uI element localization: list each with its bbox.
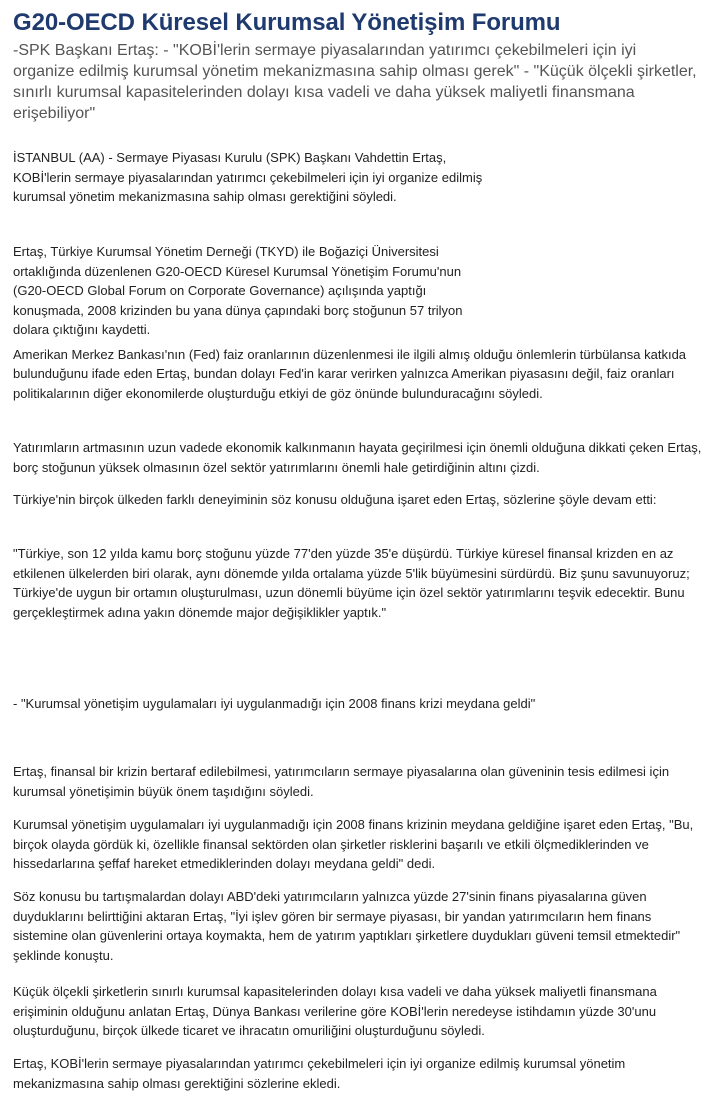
article-paragraph: Söz konusu bu tartışmalardan dolayı ABD'deki yatırımcıların yalnızca yüzde 27'sinin finans piyasalarına güven duyduklarını belirttiğini aktaran Ertaş, "İyi işlev gören bir sermaye piyasası, bir yandan yatırımcıların hem finans sistemine olan güvenlerini ortaya koymakta, hem de yatırım yaptıkları şirketlere duydukları güveni temsil etmektedir" şeklinde konuştu. (13, 889, 681, 963)
article-paragraph: Ertaş, Türkiye Kurumsal Yönetim Derneği (TKYD) ile Boğaziçi Üniversitesi ortaklığında düzenlenen G20-OECD Küresel Kurumsal Yönetişim Forumu'nun (G20-OECD Global Forum on Corporate Governance) açılışında yaptığı konuşmada, 2008 krizinden bu yana dünya çapındaki borç stoğunun 57 trilyon dolara çıktığını kaydetti. (13, 244, 463, 337)
article-paragraph: Amerikan Merkez Bankası'nın (Fed) faiz oranlarının düzenlenmesi ile ilgili almış olduğu önlemlerin türbülansa katkıda bulunduğunu ifade eden Ertaş, bundan dolayı Fed'in karar verirken yalnızca Amerikan piyasasını değil, faiz oranları politikalarının diğer ekonomilerde oluşturduğu etkiyi de göz önünde bulunduracağını söyledi. (13, 347, 687, 401)
article-paragraph: İSTANBUL (AA) - Sermaye Piyasası Kurulu (SPK) Başkanı Vahdettin Ertaş, KOBİ'lerin sermaye piyasalarından yatırımcı çekebilmeleri için iyi organize edilmiş kurumsal yönetim mekanizmasına sahip olması gerektiğini söyledi. (13, 150, 483, 204)
article-quote: "Türkiye, son 12 yılda kamu borç stoğunu yüzde 77'den yüzde 35'e düşürdü. Türkiye küresel finansal krizden en az etkilenen ülkelerden biri olarak, aynı dönemde yılda ortalama yüzde 5'lik büyümesini sürdürdü. Biz şunu savunuyoruz; Türkiye'de uygun bir ortamın oluşturulması, uzun dönemli büyüme için özel sektör yatırımlarını teşvik edecektir. Bunu gerçekleştirmek adına yakın dönemde major değişiklikler yaptık." (13, 546, 690, 620)
article-subheading: - "Kurumsal yönetişim uygulamaları iyi uygulanmadığı için 2008 finans krizi meydana geldi" (13, 696, 536, 711)
article-paragraph: Türkiye'nin birçok ülkeden farklı deneyiminin söz konusu olduğuna işaret eden Ertaş, sözlerine şöyle devam etti: (13, 492, 657, 507)
article-spot: -SPK Başkanı Ertaş: - "KOBİ'lerin sermaye piyasalarından yatırımcı çekebilmeleri için iyi organize edilmiş kurumsal yönetim mekanizmasına sahip olması gerek" - "Küçük ölçekli şirketler, sınırlı kurumsal kapasitelerinden dolayı kısa vadeli ve daha yüksek maliyetli finansmana erişebiliyor" (13, 42, 697, 122)
article-paragraph: Ertaş, KOBİ'lerin sermaye piyasalarından yatırımcı çekebilmeleri için iyi organize edilmiş kurumsal yönetim mekanizmasına sahip olması gerektiğini sözlerine ekledi. (13, 1056, 626, 1091)
article-paragraph: Ertaş, finansal bir krizin bertaraf edilebilmesi, yatırımcıların sermaye piyasalarına olan güveninin tesis edilmesi için kurumsal yönetişimin büyük önem taşıdığını söyledi. (13, 764, 670, 799)
article-paragraph: Kurumsal yönetişim uygulamaları iyi uygulanmadığı için 2008 finans krizinin meydana geldiğine işaret eden Ertaş, "Bu, birçok olayda gördük ki, özellikle finansal sektörden olan şirketler risklerini başarılı ve etkili ölçmediklerinden ve hissedarlarına şeffaf hareket etmediklerinden dolayı meydana geldi" dedi. (13, 817, 694, 871)
article-paragraph: Küçük ölçekli şirketlerin sınırlı kurumsal kapasitelerinden dolayı kısa vadeli ve daha yüksek maliyetli finansmana erişiminin olduğunu anlatan Ertaş, Dünya Bankası verilerine göre KOBİ'lerin neredeyse istihdamın yüzde 30'unu oluşturduğunu, birçok ülkede ticaret ve ihracatın omuriliğini oluşturduğunu söyledi. (13, 984, 657, 1038)
article-title: G20-OECD Küresel Kurumsal Yönetişim Forumu (13, 9, 561, 36)
article-paragraph: Yatırımların artmasının uzun vadede ekonomik kalkınmanın hayata geçirilmesi için önemli olduğuna dikkati çeken Ertaş, borç stoğunun yüksek olmasının özel sektör yatırımlarını önemli hale getirdiğinin altını çizdi. (13, 440, 702, 475)
